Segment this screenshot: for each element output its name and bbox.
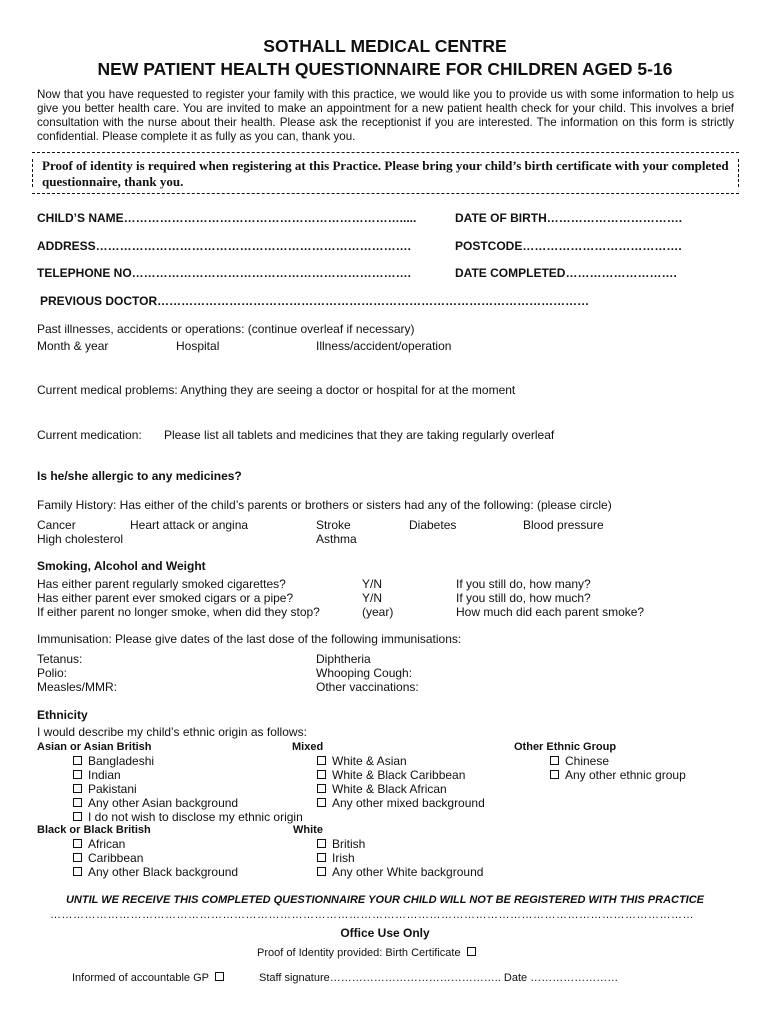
family-cholesterol[interactable]: High cholesterol xyxy=(37,532,124,546)
current-medication-label: Current medication: xyxy=(37,428,142,442)
checkbox-icon xyxy=(73,812,82,821)
white-heading: White xyxy=(293,824,323,836)
checkbox-icon xyxy=(550,770,559,779)
checkbox-icon xyxy=(317,853,326,862)
family-asthma[interactable]: Asthma xyxy=(316,532,357,546)
current-medication-text: Please list all tablets and medicines that they are taking regularly overleaf xyxy=(164,428,555,442)
option-other-mixed[interactable]: Any other mixed background xyxy=(317,796,485,810)
intro-paragraph: Now that you have requested to register your family with this practice, we would like you to provide us with some information to help us give you better health care. You are invited to make an appointment for a new patient health check for your child. This involves a brief consultation with the nurse about their health. Please ask the receptionist if you are interested. The information on this form is strictly confidential. Please complete it as fully as you can, thank you. xyxy=(37,88,734,143)
past-col-illness: Illness/accident/operation xyxy=(316,339,452,353)
checkbox-icon xyxy=(317,770,326,779)
checkbox-icon xyxy=(317,798,326,807)
checkbox-icon xyxy=(73,770,82,779)
family-blood-pressure[interactable]: Blood pressure xyxy=(523,518,604,532)
asian-heading: Asian or Asian British xyxy=(37,741,152,753)
family-cancer[interactable]: Cancer xyxy=(37,518,76,532)
page-subtitle: NEW PATIENT HEALTH QUESTIONNAIRE FOR CHILDREN AGED 5-16 xyxy=(97,59,673,79)
smoking-a1[interactable]: Y/N xyxy=(362,577,383,591)
immunisation-polio[interactable]: Polio: xyxy=(37,666,68,680)
family-diabetes[interactable]: Diabetes xyxy=(409,518,457,532)
option-bangladeshi[interactable]: Bangladeshi xyxy=(73,754,154,768)
option-white-black-african[interactable]: White & Black African xyxy=(317,782,447,796)
smoking-f1: If you still do, how many? xyxy=(456,577,591,591)
checkbox-icon xyxy=(550,756,559,765)
smoking-heading: Smoking, Alcohol and Weight xyxy=(37,559,206,573)
proof-of-identity[interactable]: Proof of Identity provided: Birth Certificate xyxy=(257,947,482,960)
smoking-q2: Has either parent ever smoked cigars or a pipe? xyxy=(37,591,294,605)
smoking-a2[interactable]: Y/N xyxy=(362,591,383,605)
smoking-f3: How much did each parent smoke? xyxy=(456,605,645,619)
option-indian[interactable]: Indian xyxy=(73,768,121,782)
option-pakistani[interactable]: Pakistani xyxy=(73,782,137,796)
checkbox-icon xyxy=(317,756,326,765)
other-ethnic-heading: Other Ethnic Group xyxy=(514,741,617,753)
allergy-question: Is he/she allergic to any medicines? xyxy=(37,469,242,483)
identity-notice-text: Proof of identity is required when registering at this Practice. Please bring your child’s birth certificate with your completed questionnaire, thank you. xyxy=(42,158,729,189)
black-heading: Black or Black British xyxy=(37,824,151,836)
checkbox-icon xyxy=(73,839,82,848)
option-do-not-disclose[interactable]: I do not wish to disclose my ethnic origin xyxy=(73,810,303,824)
smoking-f2: If you still do, how much? xyxy=(456,591,591,605)
past-illnesses-label: Past illnesses, accidents or operations: (continue overleaf if necessary) xyxy=(37,322,415,336)
ethnicity-heading: Ethnicity xyxy=(37,708,88,722)
staff-signature-date[interactable]: Staff signature……………………………………….. Date …………………… xyxy=(259,972,619,984)
divider-dots: …………………………………………………………………………………………………………………………………………………… xyxy=(50,909,694,921)
page-title: SOTHALL MEDICAL CENTRE xyxy=(263,36,507,56)
smoking-q1: Has either parent regularly smoked cigarettes? xyxy=(37,577,286,591)
checkbox-icon xyxy=(467,947,476,956)
informed-gp[interactable]: Informed of accountable GP xyxy=(72,972,230,985)
immunisation-diphtheria[interactable]: Diphtheria xyxy=(316,652,371,666)
smoking-a3[interactable]: (year) xyxy=(362,605,394,619)
office-use-heading: Office Use Only xyxy=(340,926,430,940)
option-other-black[interactable]: Any other Black background xyxy=(73,865,238,879)
option-white-black-caribbean[interactable]: White & Black Caribbean xyxy=(317,768,465,782)
checkbox-icon xyxy=(73,756,82,765)
checkbox-icon xyxy=(317,839,326,848)
immunisation-mmr[interactable]: Measles/MMR: xyxy=(37,680,118,694)
smoking-q3: If either parent no longer smoke, when did they stop? xyxy=(37,605,320,619)
telephone-field[interactable]: TELEPHONE NO……………………………………………………………. xyxy=(37,266,412,280)
immunisation-whooping[interactable]: Whooping Cough: xyxy=(316,666,413,680)
option-african[interactable]: African xyxy=(73,837,125,851)
past-col-hospital: Hospital xyxy=(176,339,220,353)
family-stroke[interactable]: Stroke xyxy=(316,518,351,532)
option-other-ethnic[interactable]: Any other ethnic group xyxy=(550,768,686,782)
checkbox-icon xyxy=(73,798,82,807)
checkbox-icon xyxy=(215,972,224,981)
past-col-month: Month & year xyxy=(37,339,109,353)
option-irish[interactable]: Irish xyxy=(317,851,355,865)
address-field[interactable]: ADDRESS……………………………………………………………………. xyxy=(37,239,412,253)
previous-doctor-field[interactable]: PREVIOUS DOCTOR……………………………………………………………………………………………… xyxy=(40,294,590,308)
mixed-heading: Mixed xyxy=(292,741,324,753)
option-chinese[interactable]: Chinese xyxy=(550,754,609,768)
immunisation-label: Immunisation: Please give dates of the last dose of the following immunisations: xyxy=(37,632,462,646)
ethnicity-intro: I would describe my child’s ethnic origin as follows: xyxy=(37,725,307,739)
checkbox-icon xyxy=(317,867,326,876)
checkbox-icon xyxy=(73,784,82,793)
registration-warning: UNTIL WE RECEIVE THIS COMPLETED QUESTIONNAIRE YOUR CHILD WILL NOT BE REGISTERED WITH THIS PRACTICE xyxy=(65,894,705,906)
option-caribbean[interactable]: Caribbean xyxy=(73,851,143,865)
option-other-asian[interactable]: Any other Asian background xyxy=(73,796,238,810)
family-heart-attack[interactable]: Heart attack or angina xyxy=(130,518,249,532)
option-other-white[interactable]: Any other White background xyxy=(317,865,483,879)
family-history-label: Family History: Has either of the child’s parents or brothers or sisters had any of the following: (please circle) xyxy=(37,498,612,512)
immunisation-tetanus[interactable]: Tetanus: xyxy=(37,652,83,666)
childs-name-field[interactable]: CHILD’S NAME……………………………………………………………..... xyxy=(37,211,417,225)
date-completed-field[interactable]: DATE COMPLETED………………………. xyxy=(455,266,677,280)
date-of-birth-field[interactable]: DATE OF BIRTH……………………………. xyxy=(455,211,683,225)
option-white-asian[interactable]: White & Asian xyxy=(317,754,407,768)
immunisation-other[interactable]: Other vaccinations: xyxy=(316,680,419,694)
identity-notice-box xyxy=(32,152,739,194)
checkbox-icon xyxy=(317,784,326,793)
option-british[interactable]: British xyxy=(317,837,365,851)
checkbox-icon xyxy=(73,853,82,862)
current-problems-label: Current medical problems: Anything they are seeing a doctor or hospital for at the moment xyxy=(37,383,516,397)
checkbox-icon xyxy=(73,867,82,876)
postcode-field[interactable]: POSTCODE…………………………………. xyxy=(455,239,682,253)
